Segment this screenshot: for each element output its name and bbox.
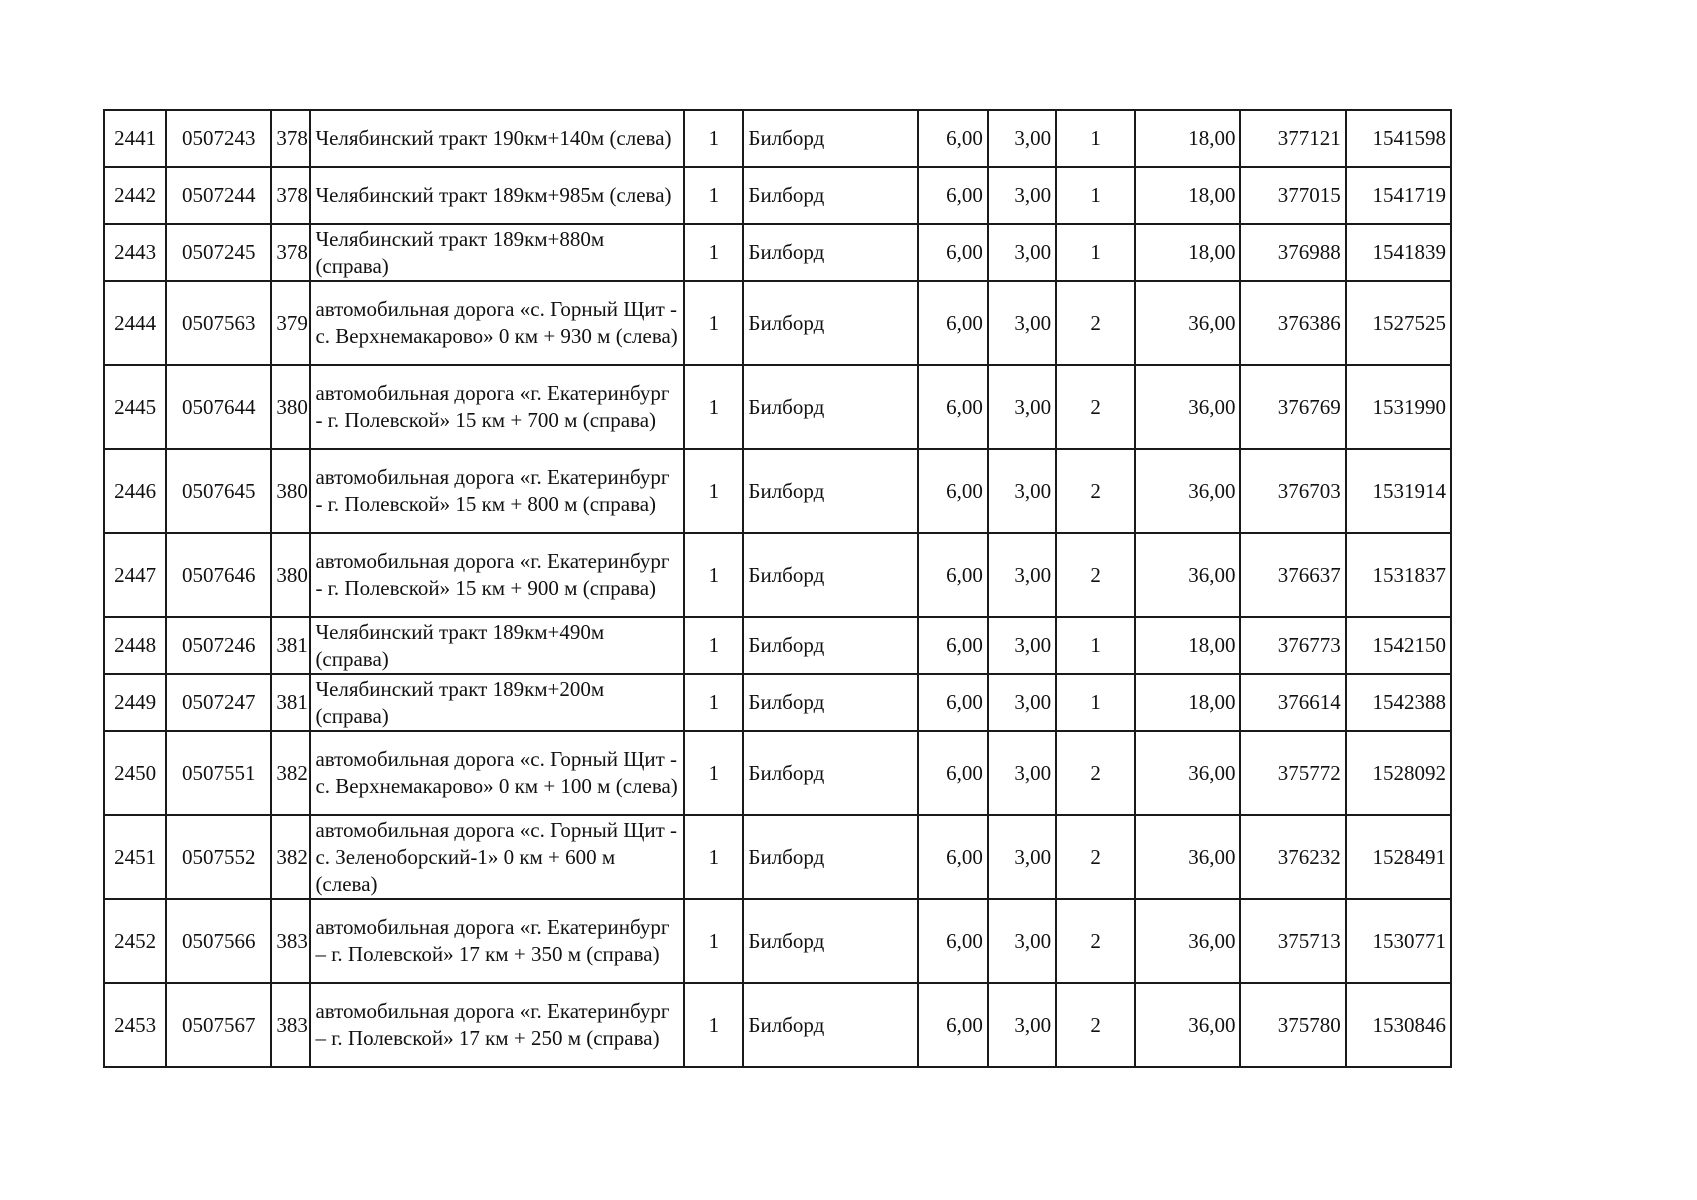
coord-y-cell: 1542388 <box>1346 674 1451 731</box>
address-cell: автомобильная дорога «г. Екатеринбург - г. Полевской» 15 км + 800 м (справа) <box>310 449 684 533</box>
object-code-cell: 0507552 <box>166 815 271 899</box>
quantity-cell: 1 <box>684 617 743 674</box>
address-cell: автомобильная дорога «г. Екатеринбург – г. Полевской» 17 км + 350 м (справа) <box>310 899 684 983</box>
row-number-cell: 2445 <box>104 365 166 449</box>
structure-type-label: Билборд <box>748 126 825 150</box>
object-code-cell: 0507567 <box>166 983 271 1067</box>
page-ref-cell: 382 <box>271 815 310 899</box>
row-number-cell: 2451 <box>104 815 166 899</box>
table-row <box>104 983 1451 1067</box>
object-code-cell: 0507245 <box>166 224 271 281</box>
structure-type-cell <box>743 983 917 1067</box>
coord-y-cell: 1530846 <box>1346 983 1451 1067</box>
structure-type-cell <box>743 224 917 281</box>
height-cell: 3,00 <box>988 365 1056 449</box>
width-cell: 6,00 <box>918 617 988 674</box>
object-code-cell: 0507646 <box>166 533 271 617</box>
width-cell: 6,00 <box>918 983 988 1067</box>
structure-type-cell <box>743 281 917 365</box>
table-row <box>104 899 1451 983</box>
sides-count-cell: 2 <box>1056 899 1135 983</box>
page-ref-cell: 383 <box>271 983 310 1067</box>
height-cell: 3,00 <box>988 110 1056 167</box>
address-cell: Челябинский тракт 189км+985м (слева) <box>310 167 684 224</box>
page-ref-cell: 383 <box>271 899 310 983</box>
structure-type-label: Билборд <box>748 633 825 657</box>
coord-y-cell: 1528491 <box>1346 815 1451 899</box>
address-cell: Челябинский тракт 190км+140м (слева) <box>310 110 684 167</box>
page-ref-cell: 380 <box>271 365 310 449</box>
coord-x-cell: 376703 <box>1240 449 1345 533</box>
structure-type-label: Билборд <box>748 760 825 785</box>
area-cell: 18,00 <box>1135 224 1240 281</box>
table-row <box>104 449 1451 533</box>
table-row <box>104 674 1451 731</box>
table-row <box>104 281 1451 365</box>
area-cell: 36,00 <box>1135 449 1240 533</box>
width-cell: 6,00 <box>918 110 988 167</box>
row-number-cell: 2442 <box>104 167 166 224</box>
address-cell: автомобильная дорога «г. Екатеринбург - г. Полевской» 15 км + 900 м (справа) <box>310 533 684 617</box>
structure-type-label: Билборд <box>748 310 825 335</box>
structure-type-label: Билборд <box>748 844 825 869</box>
quantity-cell: 1 <box>684 224 743 281</box>
height-cell: 3,00 <box>988 899 1056 983</box>
table-body <box>104 110 1451 1067</box>
height-cell: 3,00 <box>988 533 1056 617</box>
area-cell: 18,00 <box>1135 167 1240 224</box>
address-cell: автомобильная дорога «с. Горный Щит - с. Зеленоборский-1» 0 км + 600 м (слева) <box>310 815 684 899</box>
coord-x-cell: 376988 <box>1240 224 1345 281</box>
structure-type-cell <box>743 617 917 674</box>
width-cell: 6,00 <box>918 281 988 365</box>
object-code-cell: 0507243 <box>166 110 271 167</box>
address-cell: автомобильная дорога «г. Екатеринбург - г. Полевской» 15 км + 700 м (справа) <box>310 365 684 449</box>
height-cell: 3,00 <box>988 731 1056 815</box>
table-row <box>104 731 1451 815</box>
width-cell: 6,00 <box>918 674 988 731</box>
structure-type-label: Билборд <box>748 690 825 714</box>
coord-x-cell: 377121 <box>1240 110 1345 167</box>
coord-y-cell: 1531990 <box>1346 365 1451 449</box>
object-code-cell: 0507563 <box>166 281 271 365</box>
height-cell: 3,00 <box>988 449 1056 533</box>
structure-type-label: Билборд <box>748 240 825 264</box>
object-code-cell: 0507644 <box>166 365 271 449</box>
area-cell: 36,00 <box>1135 815 1240 899</box>
row-number-cell: 2450 <box>104 731 166 815</box>
height-cell: 3,00 <box>988 224 1056 281</box>
coord-x-cell: 376386 <box>1240 281 1345 365</box>
object-code-cell: 0507566 <box>166 899 271 983</box>
table-row <box>104 533 1451 617</box>
page-ref-cell: 379 <box>271 281 310 365</box>
structure-type-cell <box>743 365 917 449</box>
structure-type-label: Билборд <box>748 478 825 503</box>
area-cell: 18,00 <box>1135 674 1240 731</box>
page-ref-cell: 380 <box>271 449 310 533</box>
row-number-cell: 2446 <box>104 449 166 533</box>
page-ref-cell: 378 <box>271 167 310 224</box>
coord-y-cell: 1541598 <box>1346 110 1451 167</box>
width-cell: 6,00 <box>918 815 988 899</box>
structure-type-cell <box>743 815 917 899</box>
sides-count-cell: 1 <box>1056 224 1135 281</box>
quantity-cell: 1 <box>684 533 743 617</box>
area-cell: 18,00 <box>1135 110 1240 167</box>
structure-type-cell <box>743 674 917 731</box>
address-cell: автомобильная дорога «с. Горный Щит - с. Верхнемакарово» 0 км + 930 м (слева) <box>310 281 684 365</box>
area-cell: 36,00 <box>1135 281 1240 365</box>
table-row <box>104 617 1451 674</box>
sides-count-cell: 2 <box>1056 365 1135 449</box>
height-cell: 3,00 <box>988 617 1056 674</box>
sides-count-cell: 1 <box>1056 110 1135 167</box>
quantity-cell: 1 <box>684 110 743 167</box>
row-number-cell: 2447 <box>104 533 166 617</box>
coord-y-cell: 1531837 <box>1346 533 1451 617</box>
quantity-cell: 1 <box>684 899 743 983</box>
quantity-cell: 1 <box>684 674 743 731</box>
width-cell: 6,00 <box>918 731 988 815</box>
address-cell: Челябинский тракт 189км+200м (справа) <box>310 674 684 731</box>
quantity-cell: 1 <box>684 281 743 365</box>
quantity-cell: 1 <box>684 167 743 224</box>
structure-type-label: Билборд <box>748 1012 825 1037</box>
quantity-cell: 1 <box>684 449 743 533</box>
page-ref-cell: 378 <box>271 110 310 167</box>
structure-type-cell <box>743 731 917 815</box>
height-cell: 3,00 <box>988 983 1056 1067</box>
structure-type-cell <box>743 110 917 167</box>
coord-y-cell: 1527525 <box>1346 281 1451 365</box>
coord-x-cell: 376614 <box>1240 674 1345 731</box>
structure-type-cell <box>743 899 917 983</box>
quantity-cell: 1 <box>684 731 743 815</box>
structure-type-cell <box>743 449 917 533</box>
area-cell: 36,00 <box>1135 899 1240 983</box>
coord-y-cell: 1541719 <box>1346 167 1451 224</box>
area-cell: 36,00 <box>1135 365 1240 449</box>
coord-x-cell: 375780 <box>1240 983 1345 1067</box>
object-code-cell: 0507244 <box>166 167 271 224</box>
coord-y-cell: 1541839 <box>1346 224 1451 281</box>
sides-count-cell: 2 <box>1056 815 1135 899</box>
page-ref-cell: 381 <box>271 674 310 731</box>
structure-type-label: Билборд <box>748 183 825 207</box>
table-row <box>104 224 1451 281</box>
structure-type-cell <box>743 167 917 224</box>
sides-count-cell: 1 <box>1056 617 1135 674</box>
page-ref-cell: 378 <box>271 224 310 281</box>
row-number-cell: 2448 <box>104 617 166 674</box>
structure-type-label: Билборд <box>748 394 825 419</box>
address-cell: автомобильная дорога «с. Горный Щит - с. Верхнемакарово» 0 км + 100 м (слева) <box>310 731 684 815</box>
object-code-cell: 0507247 <box>166 674 271 731</box>
coord-x-cell: 376637 <box>1240 533 1345 617</box>
coord-x-cell: 376773 <box>1240 617 1345 674</box>
coord-x-cell: 376232 <box>1240 815 1345 899</box>
height-cell: 3,00 <box>988 281 1056 365</box>
width-cell: 6,00 <box>918 899 988 983</box>
sides-count-cell: 2 <box>1056 533 1135 617</box>
sides-count-cell: 2 <box>1056 281 1135 365</box>
row-number-cell: 2449 <box>104 674 166 731</box>
page-ref-cell: 380 <box>271 533 310 617</box>
coord-x-cell: 375713 <box>1240 899 1345 983</box>
area-cell: 18,00 <box>1135 617 1240 674</box>
coord-y-cell: 1530771 <box>1346 899 1451 983</box>
coord-y-cell: 1528092 <box>1346 731 1451 815</box>
billboard-registry-table <box>103 109 1452 1068</box>
sides-count-cell: 1 <box>1056 167 1135 224</box>
coord-x-cell: 377015 <box>1240 167 1345 224</box>
area-cell: 36,00 <box>1135 533 1240 617</box>
sides-count-cell: 2 <box>1056 983 1135 1067</box>
page-ref-cell: 382 <box>271 731 310 815</box>
height-cell: 3,00 <box>988 674 1056 731</box>
structure-type-label: Билборд <box>748 562 825 587</box>
address-cell: Челябинский тракт 189км+490м (справа) <box>310 617 684 674</box>
row-number-cell: 2443 <box>104 224 166 281</box>
object-code-cell: 0507645 <box>166 449 271 533</box>
quantity-cell: 1 <box>684 365 743 449</box>
area-cell: 36,00 <box>1135 983 1240 1067</box>
table-row <box>104 815 1451 899</box>
address-cell: автомобильная дорога «г. Екатеринбург – г. Полевской» 17 км + 250 м (справа) <box>310 983 684 1067</box>
table-row <box>104 365 1451 449</box>
table-row <box>104 110 1451 167</box>
coord-y-cell: 1531914 <box>1346 449 1451 533</box>
height-cell: 3,00 <box>988 815 1056 899</box>
area-cell: 36,00 <box>1135 731 1240 815</box>
row-number-cell: 2441 <box>104 110 166 167</box>
quantity-cell: 1 <box>684 983 743 1067</box>
table-row <box>104 167 1451 224</box>
sides-count-cell: 2 <box>1056 449 1135 533</box>
row-number-cell: 2444 <box>104 281 166 365</box>
width-cell: 6,00 <box>918 533 988 617</box>
structure-type-label: Билборд <box>748 928 825 953</box>
structure-type-cell <box>743 533 917 617</box>
page-ref-cell: 381 <box>271 617 310 674</box>
width-cell: 6,00 <box>918 365 988 449</box>
sides-count-cell: 2 <box>1056 731 1135 815</box>
address-cell: Челябинский тракт 189км+880м (справа) <box>310 224 684 281</box>
object-code-cell: 0507246 <box>166 617 271 674</box>
row-number-cell: 2452 <box>104 899 166 983</box>
sides-count-cell: 1 <box>1056 674 1135 731</box>
height-cell: 3,00 <box>988 167 1056 224</box>
row-number-cell: 2453 <box>104 983 166 1067</box>
coord-x-cell: 376769 <box>1240 365 1345 449</box>
width-cell: 6,00 <box>918 224 988 281</box>
width-cell: 6,00 <box>918 167 988 224</box>
coord-y-cell: 1542150 <box>1346 617 1451 674</box>
object-code-cell: 0507551 <box>166 731 271 815</box>
width-cell: 6,00 <box>918 449 988 533</box>
coord-x-cell: 375772 <box>1240 731 1345 815</box>
quantity-cell: 1 <box>684 815 743 899</box>
